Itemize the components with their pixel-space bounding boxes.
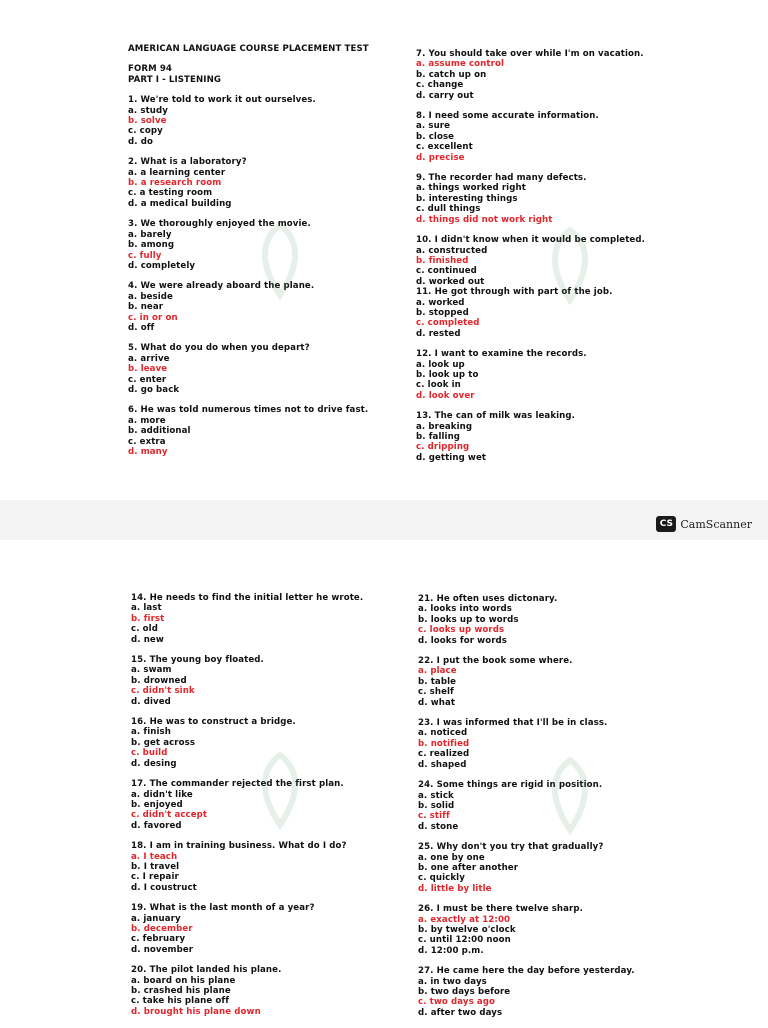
answer-option-correct: a. I teach — [131, 851, 178, 862]
answer-option-correct: b. december — [131, 923, 193, 934]
answer-option-correct: c. didn't accept — [131, 810, 208, 821]
answer-option: b. crashed his plane — [131, 986, 231, 996]
answer-option: a. finish — [131, 727, 171, 738]
answer-option: c. look in — [416, 380, 461, 391]
watermark-logo-icon — [540, 755, 600, 835]
answer-option-correct: a. place — [418, 666, 457, 677]
answer-option-correct: c. build — [131, 748, 168, 759]
answer-option-correct: c. in or on — [128, 312, 178, 323]
answer-option: d. do — [128, 136, 153, 147]
question-text: 11. He got through with part of the job. — [416, 287, 613, 298]
answer-option: b. falling — [416, 432, 461, 442]
answer-option-correct: d. brought his plane down — [131, 1006, 261, 1017]
question-text: 27. He came here the day before yesterday. — [418, 966, 635, 977]
answer-option: c. excellent — [416, 142, 473, 153]
question-text: 10. I didn't know when it would be completed. — [416, 235, 645, 246]
question-block — [416, 111, 676, 163]
question-text: 23. I was informed that I'll be in class. — [418, 718, 608, 729]
answer-option: d. I coustruct — [131, 882, 197, 893]
answer-option: d. after two days — [418, 1007, 503, 1018]
answer-option: a. in two days — [418, 976, 487, 987]
answer-option: a. noticed — [418, 728, 468, 739]
answer-option: a. study — [128, 105, 168, 116]
question-text: 6. He was told numerous times not to drive fast. — [128, 405, 369, 416]
answer-option: b. interesting things — [416, 193, 518, 204]
answer-option: a. swam — [131, 665, 172, 676]
answer-option: d. off — [128, 322, 155, 333]
answer-option: b. near — [128, 302, 164, 313]
answer-option: c. shelf — [418, 687, 454, 698]
answer-option: a. sure — [416, 121, 451, 132]
answer-option: a. arrive — [128, 353, 170, 364]
answer-option: c. realized — [418, 749, 470, 760]
answer-option: b. stopped — [416, 307, 469, 318]
answer-option: c. quickly — [418, 873, 465, 884]
answer-option: b. I travel — [131, 861, 180, 872]
answer-option-correct: c. didn't sink — [131, 686, 195, 697]
question-block — [128, 157, 388, 209]
watermark-logo-icon — [540, 225, 600, 305]
question-text: 5. What do you do when you depart? — [128, 343, 310, 354]
answer-option-correct: b. solve — [128, 116, 167, 127]
answer-option: d. carry out — [416, 90, 474, 101]
answer-option: d. shaped — [418, 759, 467, 770]
answer-option: a. barely — [128, 229, 172, 240]
question-text: 8. I need some accurate information. — [416, 111, 599, 122]
answer-option: d. looks for words — [418, 635, 508, 646]
answer-option: b. enjoyed — [131, 799, 183, 810]
question-block — [416, 173, 676, 225]
answer-option: b. table — [418, 676, 457, 687]
question-block — [416, 349, 676, 401]
answer-option: c. I repair — [131, 872, 179, 883]
answer-option: d. what — [418, 697, 456, 708]
answer-option: b. two days before — [418, 987, 511, 997]
question-block — [128, 405, 388, 457]
question-text: 26. I must be there twelve sharp. — [418, 904, 584, 915]
watermark-logo-icon — [250, 750, 310, 830]
question-block — [131, 903, 391, 955]
question-text: 17. The commander rejected the first plan. — [131, 779, 344, 790]
answer-option: a. didn't like — [131, 789, 193, 800]
answer-option: b. get across — [131, 737, 196, 748]
question-text: 22. I put the book some where. — [418, 656, 573, 667]
answer-option-correct: b. notified — [418, 738, 470, 749]
answer-option-correct: d. precise — [416, 152, 465, 163]
answer-option: a. more — [128, 415, 166, 426]
question-block — [418, 842, 678, 894]
answer-option: c. copy — [128, 126, 163, 137]
answer-option: c. dull things — [416, 204, 481, 215]
page-gap — [0, 500, 768, 540]
answer-option: b. looks up to words — [418, 614, 519, 625]
answer-option: b. look up to — [416, 369, 479, 380]
answer-option-correct: c. looks up words — [418, 625, 505, 636]
camscanner-watermark — [656, 516, 752, 532]
question-text: 3. We thoroughly enjoyed the movie. — [128, 219, 311, 230]
question-text: 21. He often uses dictonary. — [418, 594, 558, 604]
answer-option: a. a learning center — [128, 167, 226, 178]
answer-option-correct: c. two days ago — [418, 997, 496, 1008]
watermark-logo-icon — [250, 220, 310, 300]
question-block — [131, 841, 391, 893]
answer-option: b. close — [416, 131, 455, 142]
answer-option-correct: c. stiff — [418, 811, 450, 822]
scan-page-2 — [0, 540, 768, 1024]
camscanner-badge-icon: CS — [656, 516, 676, 532]
question-text: 1. We're told to work it out ourselves. — [128, 95, 316, 106]
question-block — [418, 656, 678, 708]
answer-option: b. by twelve o'clock — [418, 924, 516, 935]
question-block — [128, 343, 388, 395]
answer-option-correct: d. little by litle — [418, 883, 492, 894]
question-text: 4. We were already aboard the plane. — [128, 281, 315, 292]
answer-option: d. 12:00 p.m. — [418, 945, 484, 956]
question-text: 13. The can of milk was leaking. — [416, 411, 576, 422]
answer-option-correct: d. many — [128, 447, 168, 457]
answer-option: d. favored — [131, 820, 182, 831]
answer-option-correct: b. leave — [128, 364, 168, 375]
answer-option-correct: c. completed — [416, 318, 480, 329]
answer-option: d. desing — [131, 758, 177, 769]
answer-option: c. a testing room — [128, 188, 213, 199]
answer-option: a. look up — [416, 359, 465, 370]
answer-option: b. one after another — [418, 862, 519, 873]
question-block — [131, 593, 391, 645]
question-block — [418, 904, 678, 956]
answer-option: c. extra — [128, 436, 166, 447]
answer-option: a. breaking — [416, 421, 473, 432]
camscanner-label: CamScanner — [680, 517, 752, 531]
part-label: PART I - LISTENING — [128, 74, 222, 85]
answer-option: d. a medical building — [128, 198, 232, 209]
question-block — [128, 95, 388, 147]
answer-option: d. getting wet — [416, 452, 487, 463]
answer-option: a. things worked right — [416, 183, 526, 194]
answer-option-correct: b. first — [131, 613, 165, 624]
form-number: FORM 94 — [128, 64, 172, 75]
answer-option: a. stick — [418, 790, 454, 801]
question-text: 7. You should take over while I'm on vacation. — [416, 49, 644, 59]
answer-option: b. among — [128, 240, 175, 251]
question-block — [131, 965, 391, 1017]
answer-option: d. november — [131, 944, 194, 955]
question-text: 18. I am in training business. What do I do? — [131, 841, 347, 852]
answer-option: d. completely — [128, 260, 196, 271]
question-text: 16. He was to construct a bridge. — [131, 717, 296, 728]
question-text: 14. He needs to find the initial letter he wrote. — [131, 593, 364, 603]
scan-page-1 — [0, 0, 768, 500]
answer-option: a. board on his plane — [131, 975, 236, 986]
answer-option: a. looks into words — [418, 604, 512, 615]
answer-option: a. worked — [416, 297, 465, 308]
answer-option: c. old — [131, 624, 158, 635]
question-text: 24. Some things are rigid in position. — [418, 780, 603, 791]
answer-option: c. enter — [128, 374, 167, 385]
answer-option: a. one by one — [418, 852, 485, 863]
answer-option: c. until 12:00 noon — [418, 935, 511, 946]
answer-option: d. new — [131, 634, 164, 645]
answer-option-correct: c. fully — [128, 250, 162, 261]
answer-option-correct: b. a research room — [128, 178, 222, 189]
question-block — [416, 411, 676, 463]
answer-option: d. rested — [416, 328, 461, 339]
answer-option: c. continued — [416, 266, 477, 277]
answer-option: d. worked out — [416, 276, 485, 287]
answer-option: a. constructed — [416, 245, 488, 256]
answer-option: d. dived — [131, 696, 171, 707]
answer-option: c. change — [416, 80, 464, 91]
question-block — [131, 655, 391, 707]
question-text: 19. What is the last month of a year? — [131, 903, 315, 914]
answer-option-correct: d. things did not work right — [416, 214, 553, 225]
answer-option-correct: c. dripping — [416, 442, 470, 453]
question-text: 15. The young boy floated. — [131, 655, 264, 666]
question-text: 25. Why don't you try that gradually? — [418, 842, 604, 853]
answer-option: b. additional — [128, 426, 191, 437]
question-block — [416, 49, 676, 101]
question-text: 20. The pilot landed his plane. — [131, 965, 282, 976]
answer-option: a. last — [131, 603, 162, 614]
answer-option: b. drowned — [131, 675, 187, 686]
answer-option: c. february — [131, 934, 186, 945]
question-text: 2. What is a laboratory? — [128, 157, 247, 168]
answer-option: d. go back — [128, 384, 180, 395]
answer-option: a. beside — [128, 291, 173, 302]
question-text: 12. I want to examine the records. — [416, 349, 587, 360]
answer-option-correct: d. look over — [416, 390, 475, 401]
answer-option: b. catch up on — [416, 69, 487, 80]
answer-option-correct: b. finished — [416, 255, 469, 266]
question-text: 9. The recorder had many defects. — [416, 173, 587, 184]
answer-option: a. january — [131, 913, 181, 924]
answer-option: d. stone — [418, 821, 459, 832]
question-block — [418, 966, 678, 1018]
answer-option-correct: a. assume control — [416, 59, 504, 70]
answer-option: c. take his plane off — [131, 996, 230, 1007]
answer-option: b. solid — [418, 800, 455, 811]
question-block — [418, 594, 678, 646]
test-title: AMERICAN LANGUAGE COURSE PLACEMENT TEST — [128, 44, 369, 54]
answer-option-correct: a. exactly at 12:00 — [418, 914, 511, 925]
